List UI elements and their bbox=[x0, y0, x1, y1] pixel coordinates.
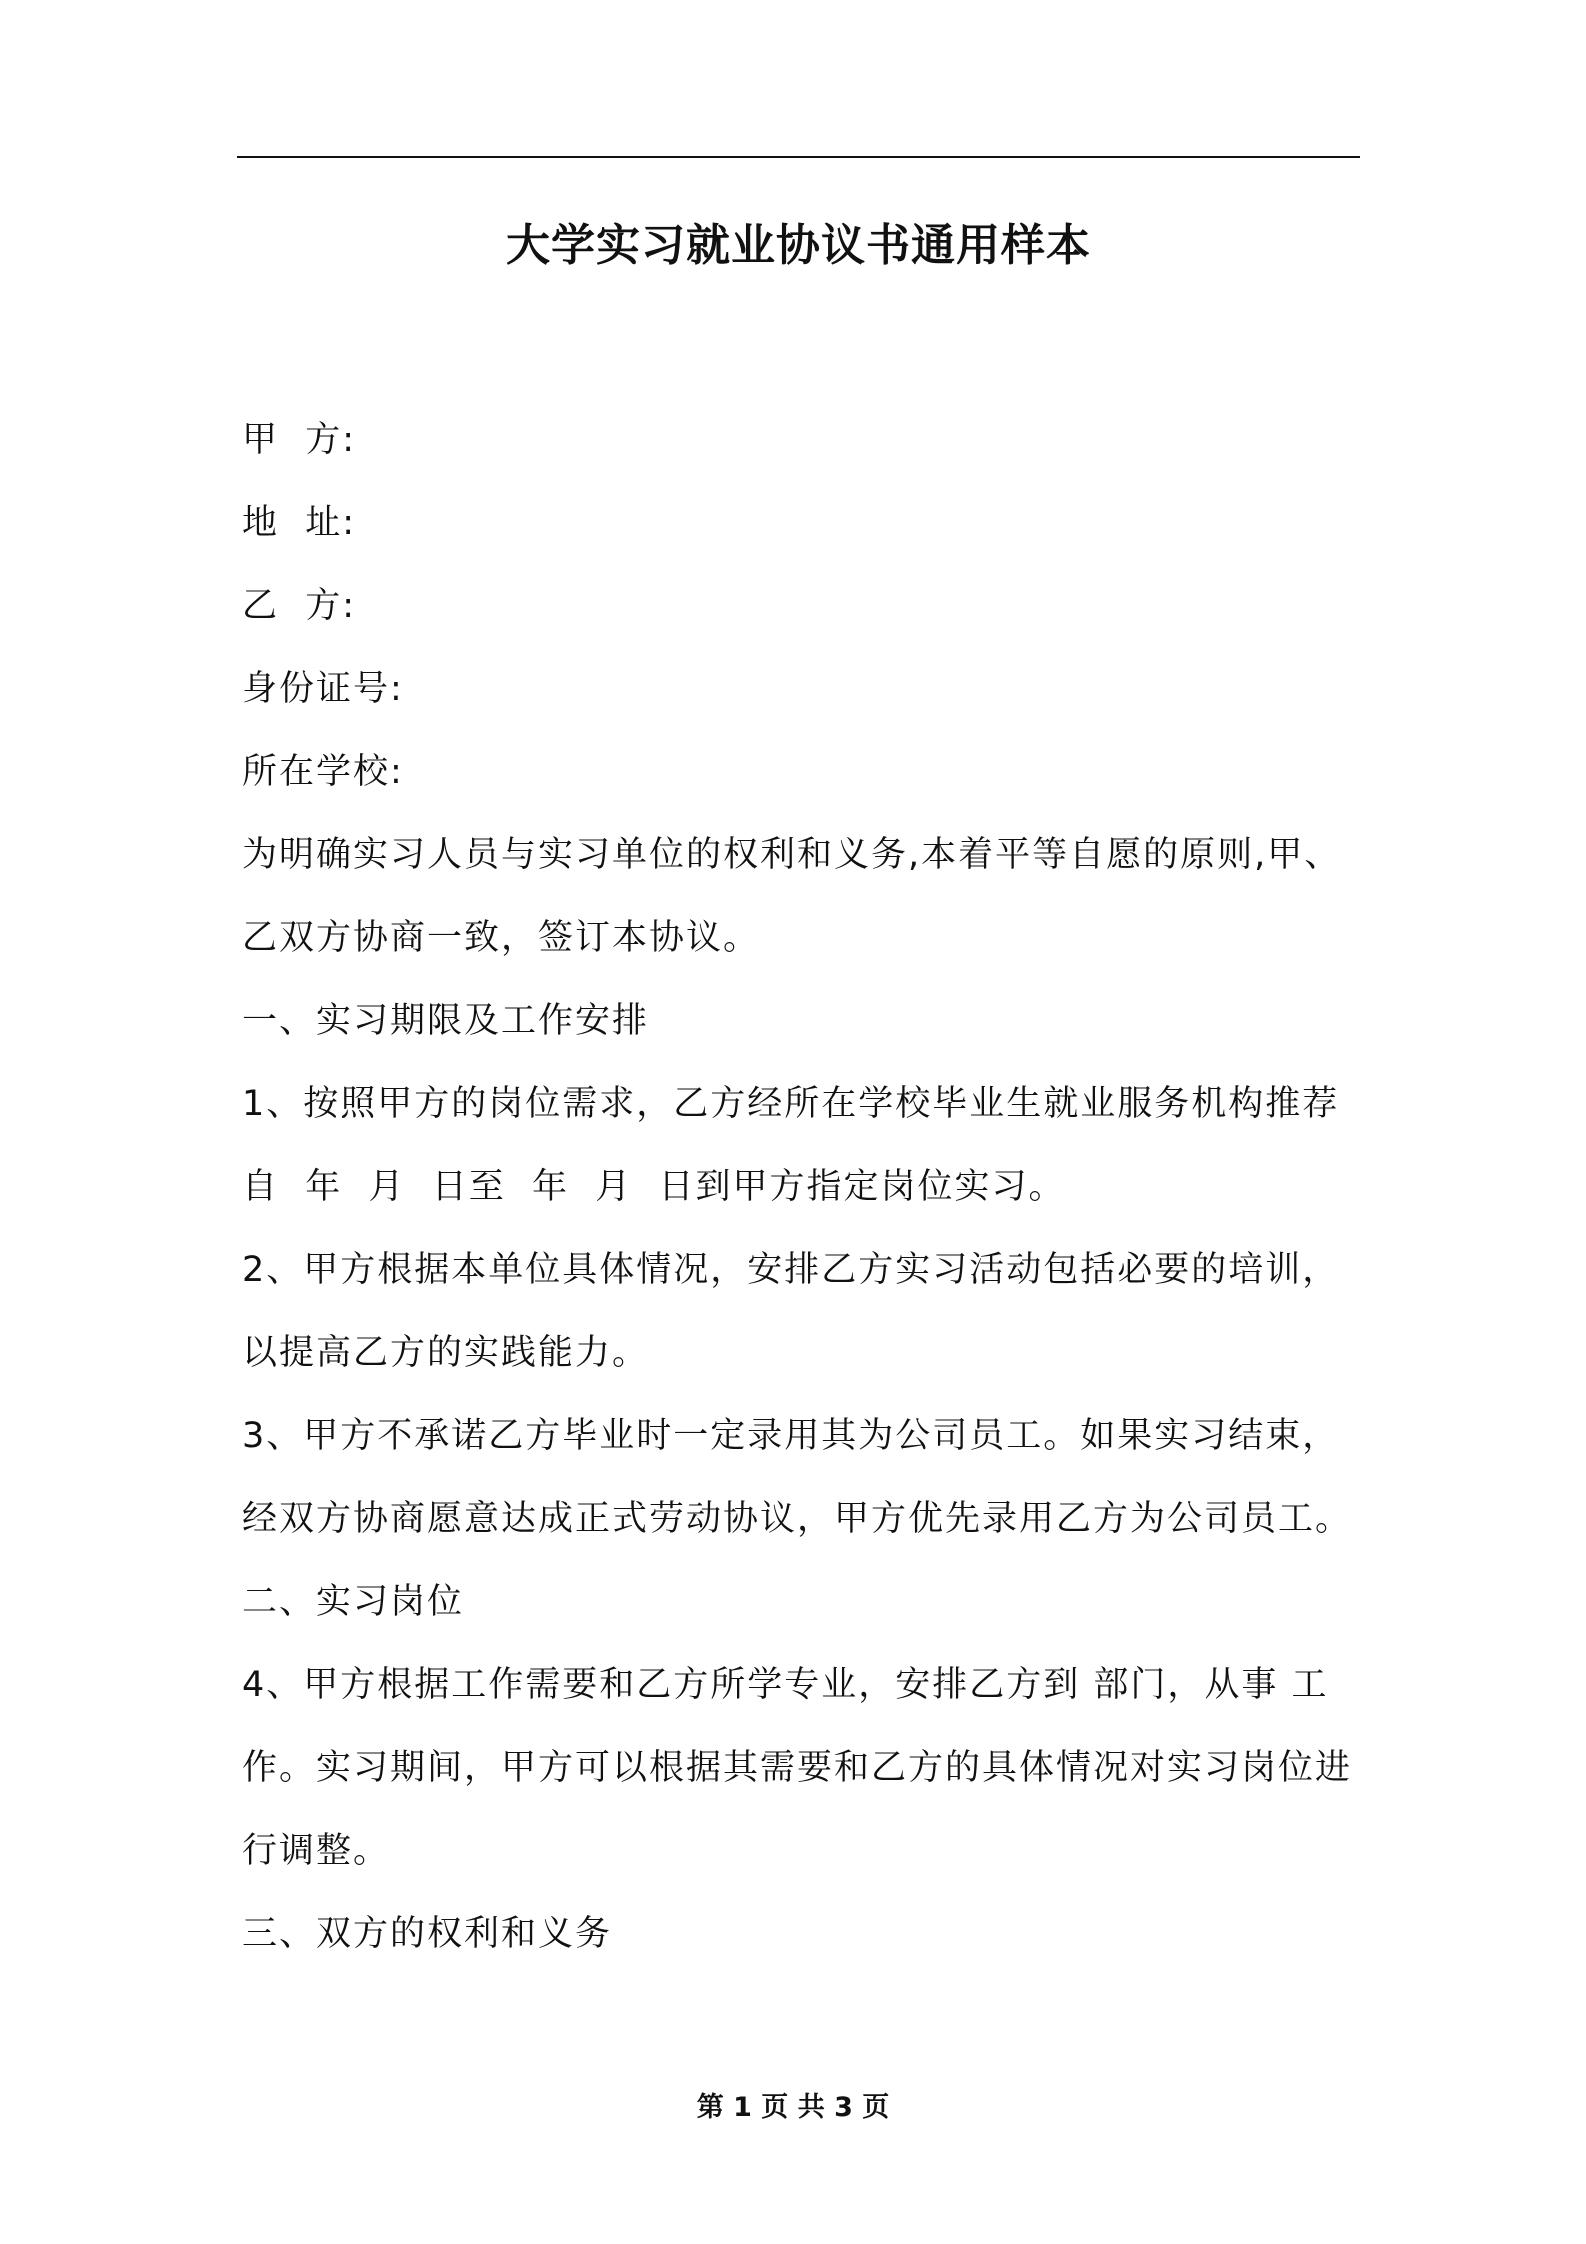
section-heading: 三、双方的权利和义务 bbox=[242, 1914, 613, 1954]
header-rule bbox=[237, 156, 1360, 158]
preamble-line: 为明确实习人员与实习单位的权利和义务,本着平等自愿的原则,甲、 bbox=[242, 835, 1342, 875]
document-title: 大学实习就业协议书通用样本 bbox=[506, 220, 1091, 271]
clause-line: 1、按照甲方的岗位需求，乙方经所在学校毕业生就业服务机构推荐 bbox=[242, 1084, 1340, 1124]
address-field: 地 址: bbox=[242, 503, 357, 543]
section-heading: 二、实习岗位 bbox=[242, 1582, 465, 1622]
clause-line: 作。实习期间，甲方可以根据其需要和乙方的具体情况对实习岗位进 bbox=[242, 1748, 1353, 1788]
clause-line: 自 年 月 日至 年 月 日到甲方指定岗位实习。 bbox=[242, 1167, 1066, 1207]
party-a-field: 甲 方: bbox=[242, 420, 357, 460]
party-b-field: 乙 方: bbox=[242, 586, 357, 626]
clause-line: 3、甲方不承诺乙方毕业时一定录用其为公司员工。如果实习结束， bbox=[242, 1416, 1340, 1456]
clause-line: 行调整。 bbox=[242, 1831, 391, 1871]
section-heading: 一、实习期限及工作安排 bbox=[242, 1001, 650, 1041]
page-number: 第 1 页 共 3 页 bbox=[696, 2092, 890, 2123]
clause-line: 2、甲方根据本单位具体情况，安排乙方实习活动包括必要的培训， bbox=[242, 1250, 1340, 1290]
id-number-field: 身份证号: bbox=[242, 669, 404, 709]
clause-line: 4、甲方根据工作需要和乙方所学专业，安排乙方到 部门，从事 工 bbox=[242, 1665, 1329, 1705]
preamble-line: 乙双方协商一致，签订本协议。 bbox=[242, 918, 761, 958]
school-field: 所在学校: bbox=[242, 752, 404, 792]
clause-line: 以提高乙方的实践能力。 bbox=[242, 1333, 650, 1373]
clause-line: 经双方协商愿意达成正式劳动协议，甲方优先录用乙方为公司员工。 bbox=[242, 1499, 1353, 1539]
